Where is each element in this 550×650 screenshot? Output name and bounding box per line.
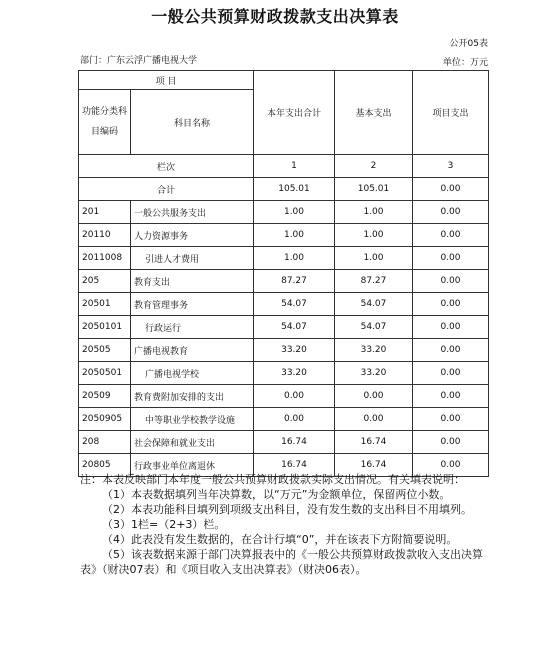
table-row	[79, 385, 489, 408]
note-intro: 注：本表反映部门本年度一般公共预算财政拨款实际支出情况。有关填表说明：	[80, 473, 465, 486]
project-cell: 0.00	[413, 408, 489, 431]
total-value: 105.01	[254, 178, 335, 201]
basic-cell: 33.20	[335, 362, 413, 385]
table-row	[79, 270, 489, 293]
total-cell: 87.27	[254, 270, 335, 293]
code-cell: 20501	[79, 293, 131, 316]
name-cell: 广播电视学校	[131, 362, 254, 385]
name-cell: 行政事业单位离退休	[131, 454, 254, 477]
total-cell: 33.20	[254, 362, 335, 385]
name-cell: 社会保障和就业支出	[131, 431, 254, 454]
code-cell: 2050501	[79, 362, 131, 385]
project-cell: 0.00	[413, 201, 489, 224]
notes-section	[80, 472, 492, 577]
total-cell: 0.00	[254, 385, 335, 408]
code-cell: 208	[79, 431, 131, 454]
project-cell: 0.00	[413, 293, 489, 316]
basic-cell: 87.27	[335, 270, 413, 293]
basic-cell: 16.74	[335, 431, 413, 454]
code-cell: 20805	[79, 454, 131, 477]
table-row	[79, 247, 489, 270]
project-header-cell: 项目支出	[413, 71, 489, 155]
table-row	[79, 339, 489, 362]
column-index-row	[79, 155, 489, 178]
name-cell: 人力资源事务	[131, 224, 254, 247]
note-item: （2）本表功能科目填列到项级支出科目，没有发生数的支出科目不用填列。	[102, 503, 472, 516]
project-cell: 0.00	[413, 270, 489, 293]
basic-cell: 54.07	[335, 316, 413, 339]
column-index-label: 栏次	[79, 155, 254, 178]
basic-cell: 33.20	[335, 339, 413, 362]
unit-label: 单位：万元	[442, 58, 488, 68]
project-cell: 0.00	[413, 454, 489, 477]
total-cell: 16.74	[254, 431, 335, 454]
basic-cell: 0.00	[335, 408, 413, 431]
code-cell: 2050905	[79, 408, 131, 431]
code-cell: 2011008	[79, 247, 131, 270]
total-cell: 54.07	[254, 293, 335, 316]
table-row	[79, 224, 489, 247]
total-cell: 54.07	[254, 316, 335, 339]
name-cell: 引进人才费用	[131, 247, 254, 270]
name-cell: 教育支出	[131, 270, 254, 293]
department-label: 部门：广东云浮广播电视大学	[80, 56, 198, 66]
project-cell: 0.00	[413, 362, 489, 385]
code-header-cell: 功能分类科目编码	[79, 90, 131, 155]
form-number: 公开05表	[449, 39, 488, 49]
column-index-2: 2	[335, 155, 413, 178]
table-row	[79, 362, 489, 385]
total-label: 合计	[79, 178, 254, 201]
table-row	[79, 408, 489, 431]
table-row	[79, 316, 489, 339]
note-item: （1）本表数据填列当年决算数，以“万元”为金额单位，保留两位小数。	[102, 488, 451, 501]
total-row	[79, 178, 489, 201]
basic-cell: 16.74	[335, 454, 413, 477]
column-index-1: 1	[254, 155, 335, 178]
basic-cell: 0.00	[335, 385, 413, 408]
basic-cell: 54.07	[335, 293, 413, 316]
note-item: （3）1栏=（2+3）栏。	[102, 518, 226, 531]
total-cell: 0.00	[254, 408, 335, 431]
code-cell: 20509	[79, 385, 131, 408]
total-cell: 1.00	[254, 224, 335, 247]
basic-cell: 1.00	[335, 201, 413, 224]
page-title: 一般公共预算财政拨款支出决算表	[151, 7, 399, 26]
name-cell: 教育管理事务	[131, 293, 254, 316]
code-cell: 205	[79, 270, 131, 293]
item-header-cell: 项 目	[79, 71, 254, 90]
name-cell: 教育费附加安排的支出	[131, 385, 254, 408]
name-cell: 广播电视教育	[131, 339, 254, 362]
project-cell: 0.00	[413, 339, 489, 362]
total-cell: 1.00	[254, 247, 335, 270]
name-cell: 行政运行	[131, 316, 254, 339]
table-row	[79, 293, 489, 316]
total-cell: 16.74	[254, 454, 335, 477]
table-header-row	[79, 71, 489, 90]
code-cell: 2050101	[79, 316, 131, 339]
note-item: （5）该表数据来源于部门决算报表中的《一般公共预算财政拨款收入支出决算表》（财决07表）和《项目收入支出决算表》（财决06表）。	[80, 548, 483, 576]
expenditure-table	[78, 70, 489, 477]
name-cell: 一般公共服务支出	[131, 201, 254, 224]
code-cell: 20505	[79, 339, 131, 362]
total-project-value: 0.00	[413, 178, 489, 201]
table-row	[79, 431, 489, 454]
code-cell: 20110	[79, 224, 131, 247]
name-cell: 中等职业学校教学设施	[131, 408, 254, 431]
project-cell: 0.00	[413, 385, 489, 408]
basic-header-cell: 基本支出	[335, 71, 413, 155]
name-header-cell: 科目名称	[131, 90, 254, 155]
project-cell: 0.00	[413, 316, 489, 339]
total-cell: 1.00	[254, 201, 335, 224]
code-cell: 201	[79, 201, 131, 224]
basic-cell: 1.00	[335, 247, 413, 270]
total-header-cell: 本年支出合计	[254, 71, 335, 155]
note-item: （4）此表没有发生数据的，在合计行填“0”，并在该表下方附简要说明。	[102, 533, 458, 546]
basic-cell: 1.00	[335, 224, 413, 247]
project-cell: 0.00	[413, 224, 489, 247]
project-cell: 0.00	[413, 247, 489, 270]
project-cell: 0.00	[413, 431, 489, 454]
table-row	[79, 201, 489, 224]
column-index-3: 3	[413, 155, 489, 178]
total-basic-value: 105.01	[335, 178, 413, 201]
total-cell: 33.20	[254, 339, 335, 362]
